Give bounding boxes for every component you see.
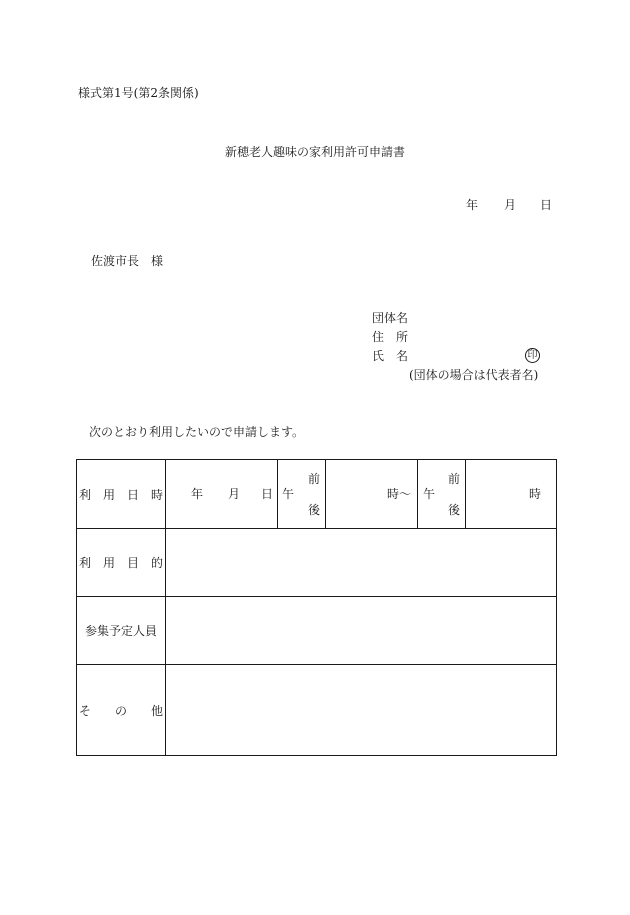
dt-hour-to: 時 xyxy=(529,487,542,501)
addressee: 佐渡市長 様 xyxy=(91,254,164,268)
intro-text: 次のとおり利用したいので申請します。 xyxy=(89,425,305,439)
dt-year: 年 xyxy=(191,487,204,501)
other-row xyxy=(77,665,557,756)
date-month-label: 月 xyxy=(504,198,517,212)
dt-am-1: 前 xyxy=(308,472,321,486)
name-label: 氏 名 xyxy=(372,349,409,363)
dt-divider-2 xyxy=(325,460,326,528)
purpose-row xyxy=(77,529,557,597)
dt-divider-3 xyxy=(417,460,418,528)
attendees-row xyxy=(77,597,557,665)
dt-divider-1 xyxy=(277,460,278,528)
address-label: 住 所 xyxy=(372,330,409,344)
purpose-label: 利 用 目 的 xyxy=(77,529,166,597)
representative-note: (団体の場合は代表者名) xyxy=(409,368,539,382)
dt-am-2: 前 xyxy=(448,472,461,486)
attendees-label: 参集予定人員 xyxy=(77,597,166,665)
other-field[interactable] xyxy=(166,665,557,756)
attendees-field[interactable] xyxy=(166,597,557,665)
dt-pm-2: 後 xyxy=(448,503,461,517)
dt-divider-4 xyxy=(465,460,466,528)
dt-month: 月 xyxy=(228,487,241,501)
dt-noon-2: 午 xyxy=(423,487,436,501)
application-table xyxy=(76,459,557,756)
date-year-label: 年 xyxy=(466,198,479,212)
group-name-label: 団体名 xyxy=(372,311,409,325)
purpose-field[interactable] xyxy=(166,529,557,597)
dt-day: 日 xyxy=(261,487,274,501)
datetime-label: 利 用 日 時 xyxy=(77,460,166,529)
seal-mark: 印 xyxy=(525,348,540,363)
dt-pm-1: 後 xyxy=(308,503,321,517)
document-title: 新穂老人趣味の家利用許可申請書 xyxy=(224,145,405,159)
date-day-label: 日 xyxy=(540,198,553,212)
datetime-field[interactable] xyxy=(166,460,557,529)
other-label: そ の 他 xyxy=(77,665,166,756)
datetime-row xyxy=(77,460,557,529)
dt-hour-from: 時〜 xyxy=(387,487,412,501)
form-number: 様式第1号(第2条関係) xyxy=(78,86,199,100)
dt-noon-1: 午 xyxy=(282,487,295,501)
